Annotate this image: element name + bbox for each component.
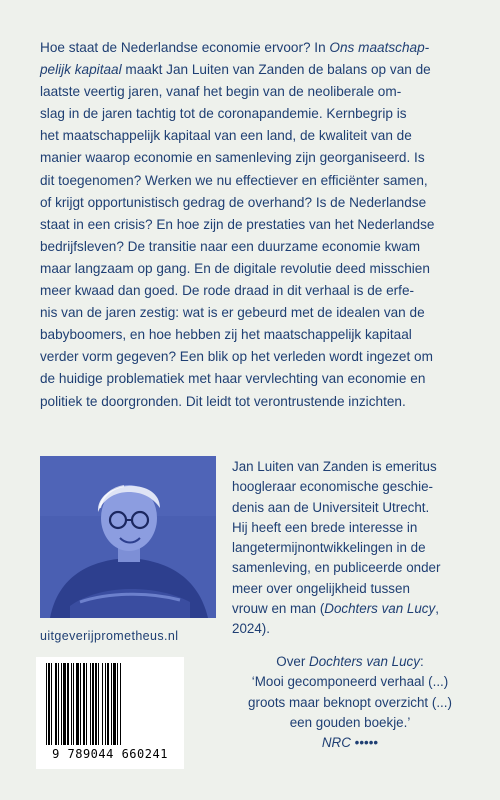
blurb-line: bedrijfsleven? De transitie naar een duurzame economie kwam — [40, 238, 421, 254]
author-bio — [232, 457, 468, 640]
blurb-line: pelijk kapitaal maakt Jan Luiten van Zanden de balans op van de — [40, 62, 431, 78]
quote-intro: Over Dochters van Lucy: — [276, 654, 424, 669]
barcode-bar — [71, 663, 72, 745]
blurb-line: manier waarop economie en samenleving zijn georganiseerd. Is — [40, 150, 425, 166]
blurb-line: politiek te doorgronden. Dit leidt tot verontrustende inzichten. — [40, 393, 406, 409]
bio-line: 2024). — [232, 621, 270, 637]
barcode-bar — [113, 663, 116, 745]
barcode-bar — [95, 663, 97, 745]
blurb-line: of krijgt opportunistisch gedrag de overhand? Is de Nederlandse — [40, 194, 427, 210]
blurb-line: Hoe staat de Nederlandse economie ervoor? In Ons maatschap- — [40, 40, 430, 55]
bio-line: hoogleraar economische geschie- — [232, 479, 433, 495]
bio-line: langetermijnontwikkelingen in de — [232, 540, 426, 556]
book-title: pelijk kapitaal — [40, 62, 122, 78]
isbn-barcode — [36, 657, 184, 769]
barcode-bar — [83, 663, 85, 745]
quote-line: ‘Mooi gecomponeerd verhaal (...) — [251, 674, 449, 690]
quoted-book-title: Dochters van Lucy — [309, 654, 420, 669]
barcode-bar — [120, 663, 121, 745]
quote-rating: ••••• — [354, 735, 379, 751]
barcode-bar — [61, 663, 62, 745]
publisher-url[interactable]: uitgeverijprometheus.nl — [40, 629, 179, 643]
barcode-bar — [111, 663, 112, 745]
barcode-bar — [105, 663, 106, 745]
blurb-line: nis van de jaren zestig: wat is er gebeurd met de idealen van de — [40, 305, 425, 321]
barcode-bar — [51, 663, 52, 745]
quote-line: een gouden boekje.’ — [289, 714, 411, 730]
blurb-line: het maatschappelijk kapitaal van een land, de kwaliteit van de — [40, 128, 412, 144]
quote-line: groots maar beknopt overzicht (...) — [248, 694, 452, 710]
barcode-bar — [90, 663, 91, 745]
blurb-line: verder vorm gegeven? Een blik op het verleden wordt ingezet om — [40, 349, 433, 365]
barcode-bar — [48, 663, 50, 745]
barcode-bar — [107, 663, 109, 745]
bio-line: denis aan de Universiteit Utrecht. — [232, 499, 430, 515]
barcode-bar — [80, 663, 81, 745]
barcode-bar — [92, 663, 94, 745]
blurb-line: staat in een crisis? En hoe zijn de prestaties van het Nederlandse — [40, 216, 435, 232]
barcode-bar — [86, 663, 87, 745]
barcode-bar — [117, 663, 118, 745]
bio-line: Hij heeft een brede interesse in — [232, 519, 418, 535]
bio-line: vrouw en man (Dochters van Lucy, — [232, 601, 439, 617]
isbn-number: 9 789044 660241 — [52, 747, 168, 761]
barcode-bar — [55, 663, 57, 745]
barcode-bar — [73, 663, 74, 745]
barcode-bar — [46, 663, 47, 745]
blurb-line: meer kwaad dan goed. De rode draad in dit verhaal is de erfe- — [40, 283, 415, 299]
bio-line: Jan Luiten van Zanden is emeritus — [232, 459, 437, 474]
barcode-bar — [67, 663, 69, 745]
blurb-line: de huidige problematiek met haar vervlechting van economie en — [40, 371, 426, 387]
back-cover-blurb — [40, 37, 468, 413]
book-title: Ons maatschap- — [329, 40, 430, 55]
author-portrait-illustration — [40, 456, 216, 618]
blurb-line: laatste veertig jaren, vanaf het begin van de neoliberale om- — [40, 84, 402, 100]
barcode-bar — [58, 663, 59, 745]
blurb-line: dit toegenomen? Werken we nu effectiever en efficiënter samen, — [40, 172, 428, 188]
press-quote — [232, 652, 468, 753]
quote-source — [232, 733, 468, 753]
barcode-bar — [63, 663, 66, 745]
quote-source-name: NRC — [321, 735, 351, 751]
bio-line: meer over ongelijkheid tussen — [232, 580, 410, 596]
barcode-bar — [76, 663, 79, 745]
bio-line: samenleving, en publiceerde onder — [232, 560, 441, 576]
blurb-line: babyboomers, en hoe hebben zij het maatschappelijk kapitaal — [40, 327, 412, 343]
barcode-bar — [102, 663, 103, 745]
blurb-line: maar langzaam op gang. En de digitale revolutie deed misschien — [40, 260, 430, 276]
blurb-line: slag in de jaren tachtig tot de coronapandemie. Kernbegrip is — [40, 106, 407, 122]
referenced-book-title: Dochters van Lucy — [324, 601, 436, 617]
barcode-bar — [98, 663, 99, 745]
author-photo — [40, 456, 216, 618]
